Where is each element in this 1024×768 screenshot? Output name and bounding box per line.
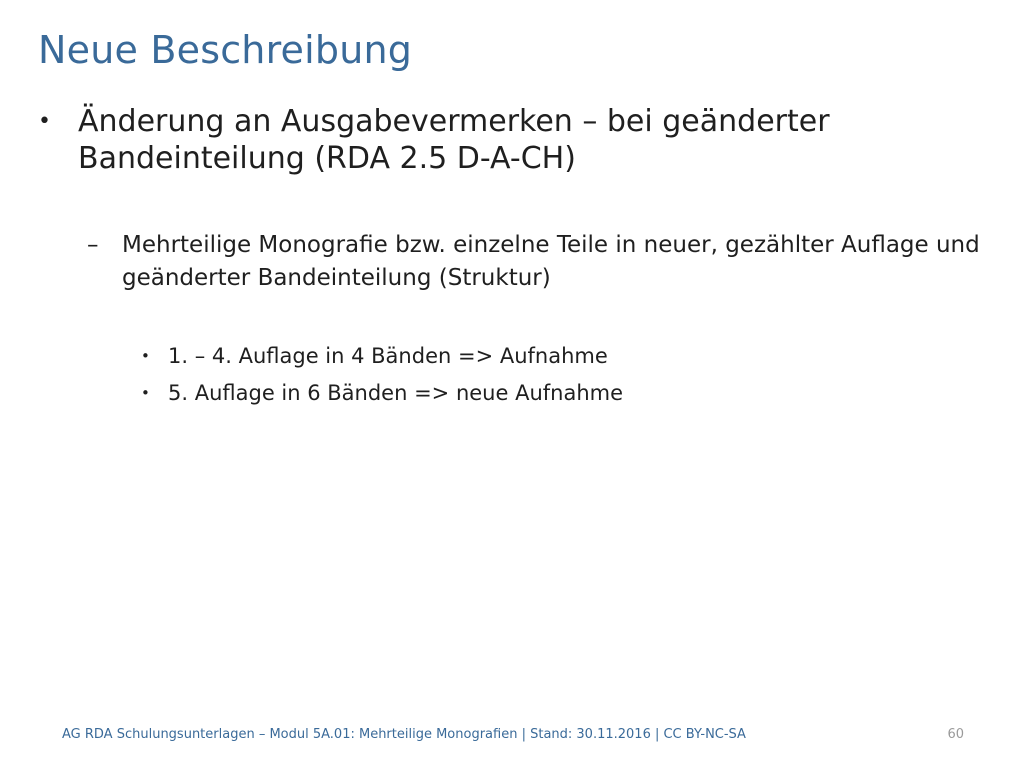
bullet-text: Mehrteilige Monografie bzw. einzelne Teile in neuer, gezählter Auflage und geänderter Bandeinteilung (Struktur) xyxy=(122,232,980,291)
footer-text: AG RDA Schulungsunterlagen – Modul 5A.01: Mehrteilige Monografien | Stand: 30.11.2016 | CC BY-NC-SA xyxy=(62,727,746,742)
page-number: 60 xyxy=(947,727,964,742)
bullet-marker: • xyxy=(141,384,150,402)
bullet-marker: • xyxy=(141,347,150,365)
bullet-marker: • xyxy=(38,109,51,134)
bullet-level-3 xyxy=(141,341,968,371)
bullet-level-2 xyxy=(87,229,1002,295)
bullet-level-1 xyxy=(38,103,978,177)
bullet-text: 1. – 4. Auflage in 4 Bänden => Aufnahme xyxy=(168,344,608,368)
bullet-text: Änderung an Ausgabevermerken – bei geänderter Bandeinteilung (RDA 2.5 D-A-CH) xyxy=(78,104,830,176)
slide-title: Neue Beschreibung xyxy=(38,28,413,72)
dash-marker: – xyxy=(87,232,99,258)
bullet-text: 5. Auflage in 6 Bänden => neue Aufnahme xyxy=(168,381,624,405)
bullet-level-3 xyxy=(141,378,968,408)
